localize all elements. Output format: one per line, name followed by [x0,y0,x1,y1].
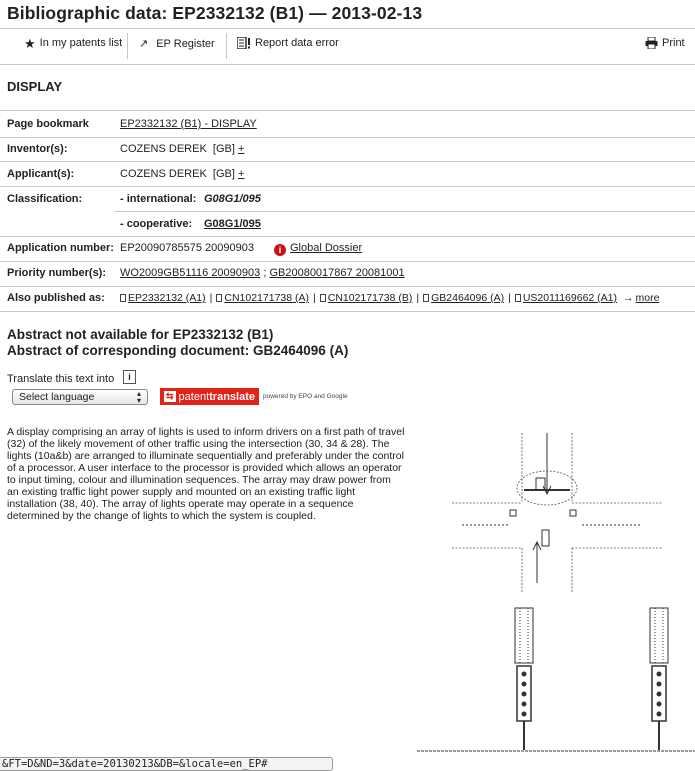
separator: | [313,292,316,304]
classification-row [0,193,695,209]
translate-label: Translate this text into [7,373,115,385]
abstract-title-1: Abstract not available for EP2332132 (B1) [7,327,274,342]
language-select-value: Select language [19,391,95,403]
print-label: Print [662,37,685,49]
published-link: US2011169662 (A1) [522,292,618,304]
abstract-title-2: Abstract of corresponding document: GB2464096 (A) [7,343,349,358]
translate-info-icon[interactable]: i [123,370,136,384]
intl-value: G08G1/095 [204,193,261,205]
priority-separator: ; [263,267,267,279]
patenttranslate-logo[interactable] [160,388,348,405]
separator: | [416,292,420,304]
coop-label: - cooperative: [120,218,193,230]
star-icon: ★ [24,35,36,51]
page-title: Bibliographic data: EP2332132 (B1) — 2013-02-13 [7,3,423,23]
section-title: DISPLAY [7,79,63,94]
print-button[interactable] [645,37,685,49]
report-error-label: Report data error [255,37,339,49]
applicant-more-link[interactable]: + [238,168,245,180]
printer-icon [645,37,658,49]
select-arrow-icon: ▴ ▾ [136,389,141,405]
abstract-title [7,327,348,359]
global-dossier-link[interactable] [274,242,362,256]
bookmark-row [0,118,695,134]
powered-by: powered by EPO and Google [263,393,348,400]
cooperative-row [0,218,695,234]
published-link: CN102171738 (B) [327,292,413,304]
toolbar-separator [127,33,128,59]
intl-label: - international: [120,193,197,205]
patenttranslate-text-2: translate [209,390,255,403]
divider [0,137,695,138]
inventor-country: [GB] [212,143,235,155]
arrow-icon: ↗ [139,38,149,50]
applicant-country: [GB] [212,168,235,180]
my-patents-label: In my patents list [39,37,123,49]
language-select[interactable] [12,389,148,405]
inventor-label: Inventor(s): [7,143,68,155]
published-item[interactable] [120,292,206,304]
divider [0,28,695,29]
bookmark-link[interactable]: EP2332132 (B1) - DISPLAY [120,118,257,130]
published-link: GB2464096 (A) [431,292,505,304]
applicant-name: COZENS DEREK [120,168,207,180]
classification-label: Classification: [7,193,83,205]
patent-drawing [412,418,695,760]
abstract-text: A display comprising an array of lights is used to inform drivers on a first path of travel (32) of the likely movement of other traffic using the intersection (30, 34 & 28). The lights (10a&b) are arranged to illuminate sequentially and preferably under the control of a processor. A user interface to the processor is provided which allows an operator to input timing, colour and illumination sequences. The array may draw power from an existing traffic light power supply and mounted on an existing traffic light installation (38, 40). The array of lights operate may operate in a sequence determined by the change of lights to which the system is coupled. [7,426,405,522]
published-row [0,292,695,308]
document-icon [515,294,521,302]
divider [0,236,695,237]
more-link[interactable] [623,292,659,304]
arrow-right-icon: → [623,292,634,304]
document-icon [423,294,429,302]
divider [0,161,695,162]
priority-link-2[interactable]: GB20080017867 20081001 [269,267,405,279]
published-item[interactable] [423,292,504,304]
published-label: Also published as: [7,292,105,304]
published-link: EP2332132 (A1) [128,292,206,304]
document-icon [120,294,126,302]
applicant-value [120,168,244,180]
report-error-button[interactable] [237,37,339,49]
divider [0,311,695,312]
more-label: more [635,292,660,304]
document-icon [320,294,326,302]
divider [0,186,695,187]
document-icon [216,294,222,302]
translate-mark-icon: ⇆ [166,391,174,401]
coop-value-link[interactable]: G08G1/095 [204,218,261,230]
priority-row [0,267,695,283]
status-bar-url: &FT=D&ND=3&date=20130213&DB=&locale=en_EP# [0,757,333,771]
toolbar-separator [226,33,227,59]
bookmark-label: Page bookmark [7,118,89,130]
published-item[interactable] [216,292,309,304]
published-list [120,292,659,304]
published-item[interactable] [515,292,617,304]
inventor-value [120,143,244,155]
divider [114,211,695,212]
appnum-row [0,242,695,258]
appnum-label: Application number: [7,242,114,254]
applicant-row [0,168,695,184]
inventor-row [0,143,695,159]
published-item[interactable] [320,292,413,304]
divider [0,261,695,262]
inventor-name: COZENS DEREK [120,143,207,155]
toolbar [0,37,695,53]
info-icon: i [274,244,286,256]
global-dossier-label: Global Dossier [290,242,363,254]
priority-link-1[interactable]: WO2009GB51116 20090903 [120,267,261,279]
priority-label: Priority number(s): [7,267,107,279]
patenttranslate-badge [160,388,259,405]
divider [0,286,695,287]
applicant-label: Applicant(s): [7,168,75,180]
ep-register-link[interactable] [139,37,215,50]
priority-value [120,267,405,279]
patenttranslate-text-1: patent [178,390,210,403]
divider [0,110,695,111]
inventor-more-link[interactable]: + [238,143,245,155]
divider [0,64,695,65]
ep-register-label: EP Register [156,37,215,50]
published-link: CN102171738 (A) [224,292,310,304]
my-patents-button[interactable] [24,37,122,49]
appnum-value: EP20090785575 20090903 [120,242,254,254]
separator: | [508,292,511,304]
separator: | [209,292,213,304]
report-icon [237,37,251,49]
